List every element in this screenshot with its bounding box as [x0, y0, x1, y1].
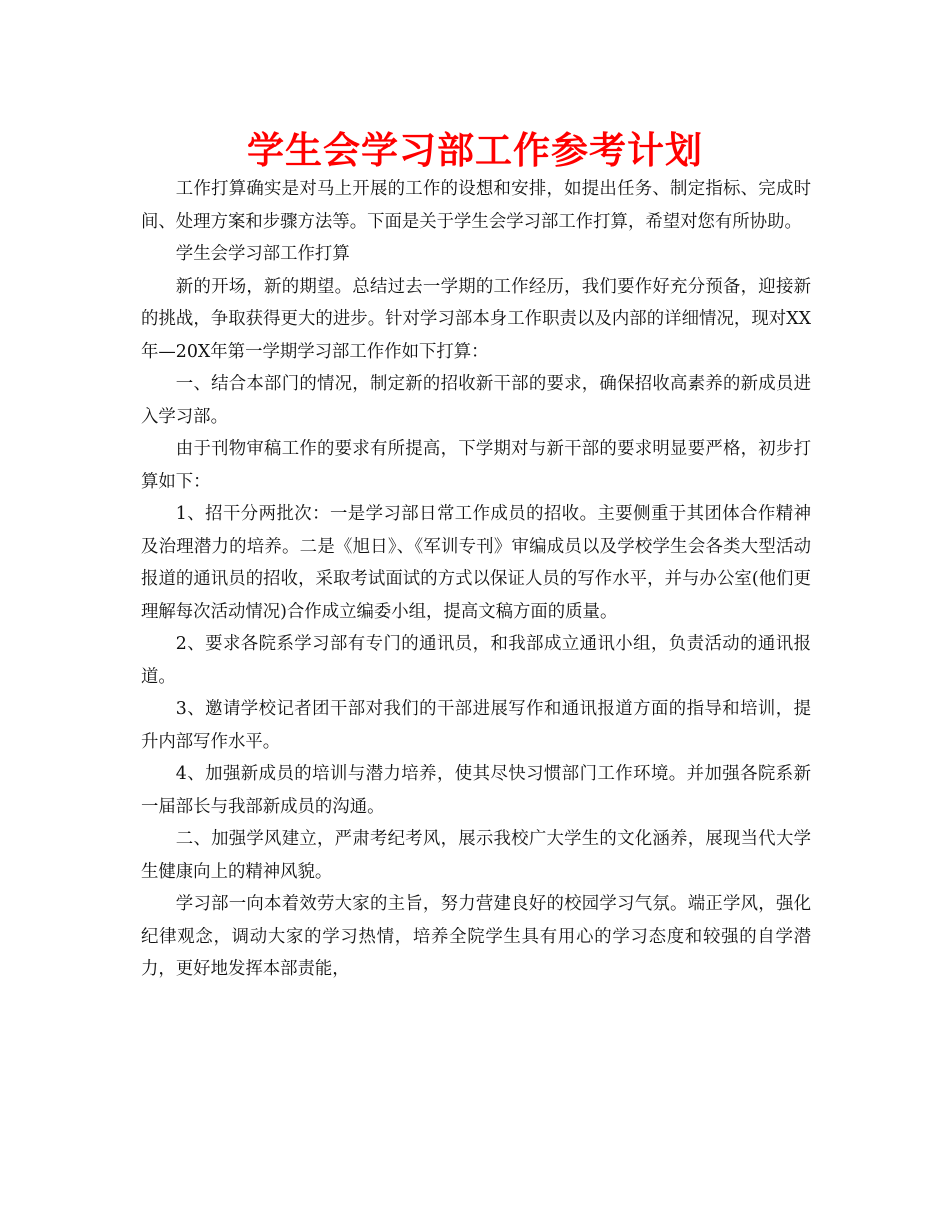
paragraph-item-1: 1、招干分两批次：一是学习部日常工作成员的招收。主要侧重于其团体合作精神及治理潜力的培养。二是《旭日》、《军训专刊》审编成员以及学校学生会各类大型活动报道的通讯员的招收，采取考试面试的方式以保证人员的写作水平，并与办公室(他们更理解每次活动情况)合作成立编委小组，提高文稿方面的质量。	[141, 504, 811, 622]
paragraph-recruit-note: 由于刊物审稿工作的要求有所提高，下学期对与新干部的要求明显要严格，初步打算如下：	[141, 439, 811, 492]
document-title: 学生会学习部工作参考计划	[247, 129, 703, 172]
paragraph-intro: 工作打算确实是对马上开展的工作的设想和安排，如提出任务、制定指标、完成时间、处理方案和步骤方法等。下面是关于学生会学习部工作打算，希望对您有所协助。	[141, 179, 811, 232]
paragraph-section-1: 一、结合本部门的情况，制定新的招收新干部的要求，确保招收高素养的新成员进入学习部。	[141, 374, 811, 427]
paragraph-subtitle: 学生会学习部工作打算	[175, 244, 350, 264]
document-body	[141, 173, 811, 986]
paragraph-closing: 学习部一向本着效劳大家的主旨，努力营建良好的校园学习气氛。端正学风，强化纪律观念，调动大家的学习热情，培养全院学生具有用心的学习态度和较强的自学潜力，更好地发挥本部责能，	[141, 894, 811, 979]
paragraph-opening: 新的开场，新的期望。总结过去一学期的工作经历，我们要作好充分预备，迎接新的挑战，争取获得更大的进步。针对学习部本身工作职责以及内部的详细情况，现对XX年—20X年第一学期学习部工作作如下打算：	[141, 276, 811, 362]
paragraph-item-3: 3、邀请学校记者团干部对我们的干部进展写作和通讯报道方面的指导和培训，提升内部写作水平。	[141, 699, 811, 752]
paragraph-item-2: 2、要求各院系学习部有专门的通讯员，和我部成立通讯小组，负责活动的通讯报道。	[141, 634, 811, 687]
paragraph-item-4: 4、加强新成员的培训与潜力培养，使其尽快习惯部门工作环境。并加强各院系新一届部长与我部新成员的沟通。	[141, 764, 811, 817]
paragraph-section-2: 二、加强学风建立，严肃考纪考风，展示我校广大学生的文化涵养，展现当代大学生健康向上的精神风貌。	[141, 829, 811, 882]
